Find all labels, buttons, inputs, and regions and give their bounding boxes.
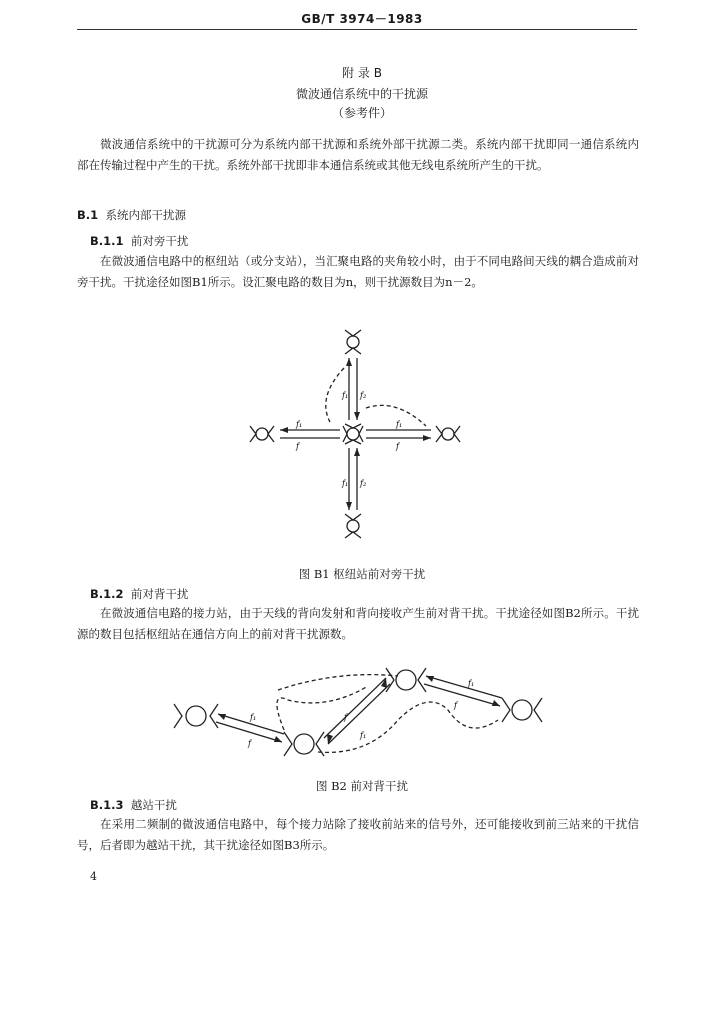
section-title: 前对背干扰 — [130, 587, 189, 601]
b13-paragraph: 在采用二频制的微波通信电路中，每个接力站除了接收前站来的信号外，还可能接收到前三站来的干扰信号，后者即为越站干扰，其干扰途径如图B3所示。 — [77, 817, 639, 852]
figure-b2-caption: 图 B2 前对背干扰 — [315, 779, 409, 793]
page-number: 4 — [90, 870, 97, 883]
section-title: 前对旁干扰 — [130, 234, 189, 248]
header-rule — [77, 29, 637, 30]
section-number: B.1.2 — [90, 587, 124, 601]
label-f1-left: f₁ — [296, 420, 303, 429]
label-f-link3: f — [454, 701, 457, 710]
section-number: B.1 — [77, 208, 99, 222]
label-f1-link3: f₁ — [468, 679, 475, 688]
section-b11-heading — [90, 233, 188, 249]
section-number: B.1.3 — [90, 798, 124, 812]
section-number: B.1.1 — [90, 234, 124, 248]
b11-paragraph: 在微波通信电路中的枢纽站（或分支站），当汇聚电路的夹角较小时，由于不同电路间天线的耦合造成前对旁干扰。干扰途径如图B1所示。设汇聚电路的数目为n，则干扰源数目为n－2。 — [77, 254, 639, 289]
b12-paragraph: 在微波通信电路的接力站，由于天线的背向发射和背向接收产生前对背干扰。干扰途径如图B2所示。干扰源的数目包括枢纽站在通信方向上的前对背干扰源数。 — [77, 606, 639, 641]
label-f2-bottom: f₂ — [360, 479, 367, 488]
standard-code-header: GB/T 3974－1983 — [301, 12, 423, 26]
label-f-link2: f — [344, 713, 347, 722]
label-f-right: f — [396, 442, 399, 451]
figure-b1-diagram — [236, 318, 476, 540]
label-f-link1: f — [248, 739, 251, 748]
label-f1-bottom: f₁ — [342, 479, 349, 488]
intro-paragraph: 微波通信系统中的干扰源可分为系统内部干扰源和系统外部干扰源二类。系统内部干扰即同一通信系统内部在传输过程中产生的干扰。系统外部干扰即非本通信系统或其他无线电系统所产生的干扰。 — [77, 137, 639, 172]
label-f1-right: f₁ — [396, 420, 403, 429]
label-f1-link1: f₁ — [250, 713, 257, 722]
section-b13-heading — [90, 797, 177, 813]
figure-b2-diagram — [168, 660, 558, 764]
label-f-left: f — [296, 442, 299, 451]
section-title: 系统内部干扰源 — [105, 208, 186, 222]
section-b12-heading — [90, 586, 188, 602]
figure-b1-caption: 图 B1 枢纽站前对旁干扰 — [298, 567, 426, 581]
appendix-label: 附 录 B — [342, 66, 382, 80]
appendix-note: （参考件） — [331, 106, 392, 120]
label-f1-top: f₁ — [342, 391, 349, 400]
label-f1-link2: f₁ — [360, 731, 367, 740]
label-f2-top: f₂ — [360, 391, 367, 400]
appendix-title: 微波通信系统中的干扰源 — [295, 87, 428, 101]
section-title: 越站干扰 — [130, 798, 177, 812]
section-b1-heading — [77, 207, 186, 223]
